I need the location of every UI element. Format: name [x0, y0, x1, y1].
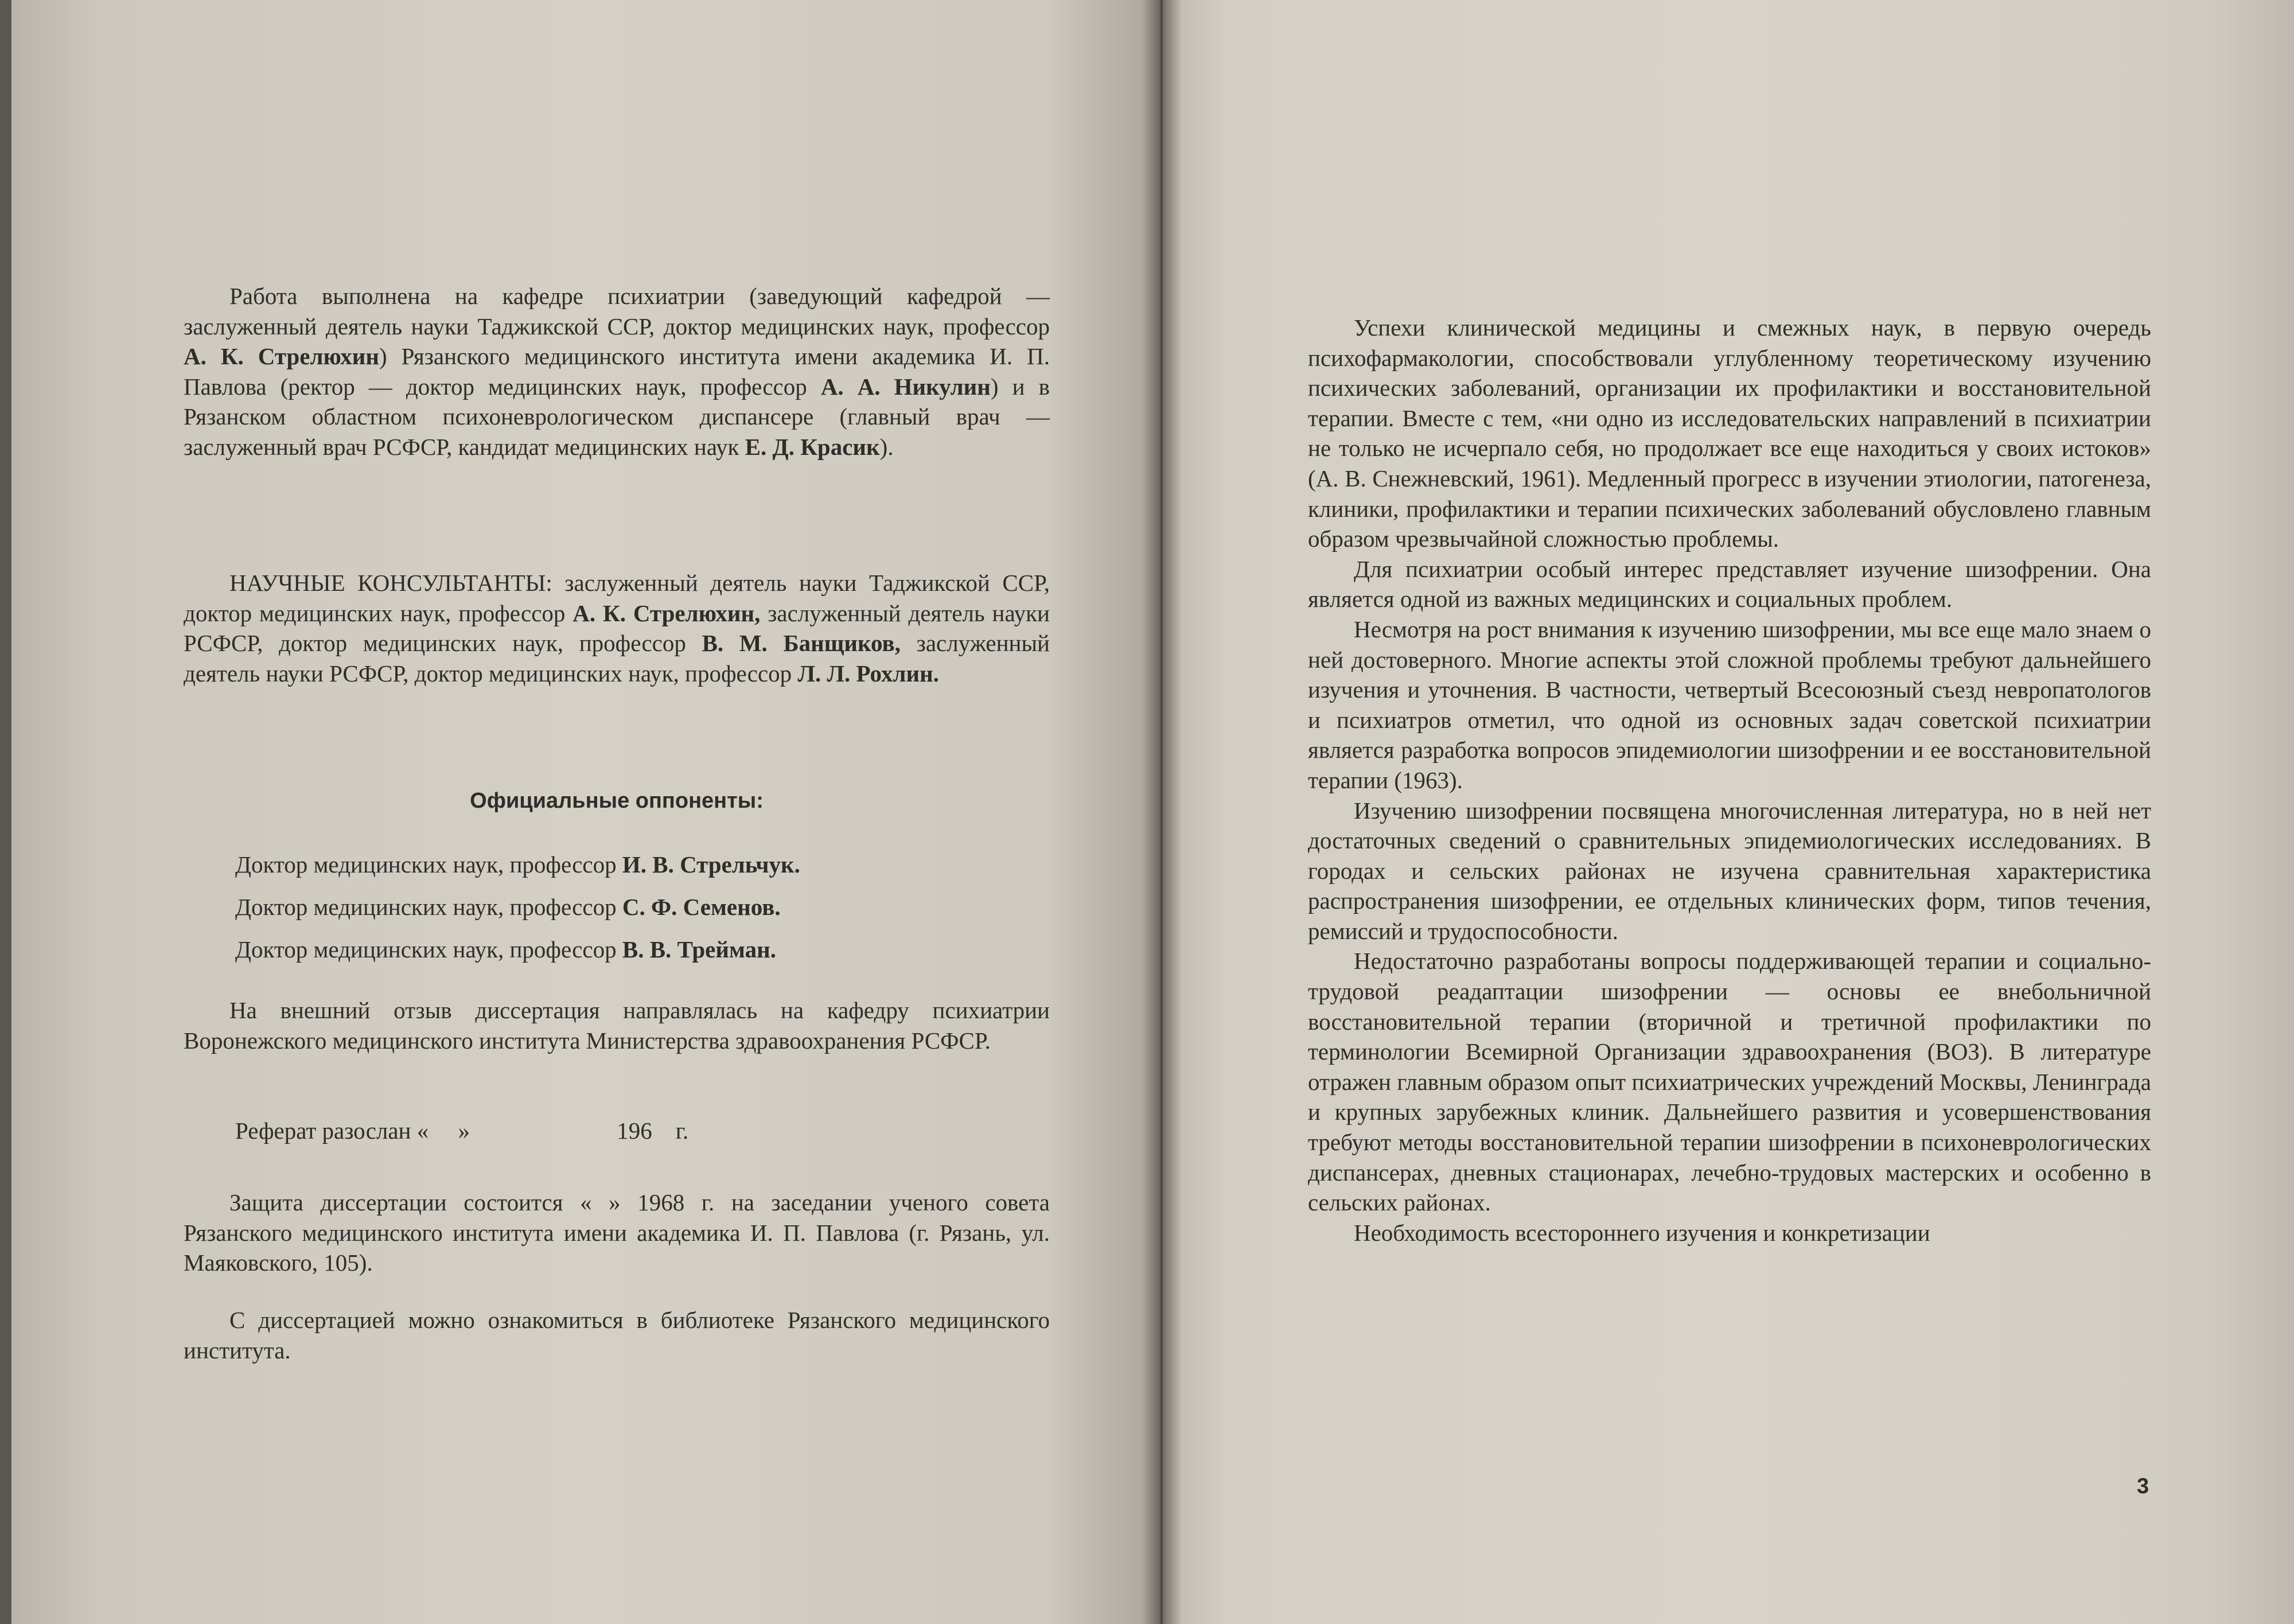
body-paragraph: Несмотря на рост внимания к изучению шизофрении, мы все еще мало знаем о ней достоверного. Многие аспекты этой сложной проблемы требуют дальнейшего изучения и уточнения. В частности, четвертый Всесоюзный съезд невропатологов и психиатров отметил, что одной из основных задач советской психиатрии является разработка вопросов эпидемиологии шизофрении и ее восстановительной терапии (1963).: [1308, 616, 2151, 793]
consultant-name: Л. Л. Рохлин.: [797, 660, 940, 687]
head-of-chair-name: А. К. Стрелюхин: [184, 343, 379, 370]
intro-text: ) и в Рязанском областном психоневрологическом диспансере (главный врач — заслуженный врач РСФСР, кандидат медицинских наук: [184, 373, 1050, 460]
opponent-name: И. В. Стрельчук.: [622, 851, 800, 878]
intro-text: ) Рязанского медицинского института имени академика И. П. Павлова (ректор — доктор медицинских наук, профессор: [184, 343, 1050, 400]
body-paragraph: Изучению шизофрении посвящена многочисленная литература, но в ней нет достаточных сведений о сравнительных эпидемиологических исследованиях. В городах и сельских районах не изучена сравнительная характеристика распространения шизофрении, ее отдельных клинических форм, типов течения, ремиссий и трудоспособности.: [1308, 797, 2151, 944]
consultants-text: заслуженный деятель науки РСФСР, доктор медицинских наук, профессор: [184, 630, 1050, 687]
consultant-name: В. М. Банщиков,: [702, 630, 901, 657]
rector-name: А. А. Никулин: [820, 373, 991, 400]
page-number: 3: [2137, 1474, 2149, 1498]
library-paragraph: [184, 1305, 1050, 1365]
defense-paragraph: [184, 1187, 1050, 1278]
body-paragraph: Для психиатрии особый интерес представляет изучение шизофрении. Она является одной из важных медицинских и социальных проблем.: [1308, 555, 2151, 613]
body-paragraph: Успехи клинической медицины и смежных наук, в первую очередь психофармакологии, способствовали углубленному теоретическому изучению психических заболеваний, организации их профилактики и восстановительной терапии. Вместе с тем, «ни одно из исследовательских направлений в психиатрии не только не исчерпало себя, но продолжает все еще находиться у своих истоков» (А. В. Снежневский, 1961). Медленный прогресс в изучении этиологии, патогенеза, клиники, профилактики и терапии психических заболеваний обусловлено главным образом чрезвычайной сложностью проблемы.: [1308, 314, 2151, 552]
abstract-sent-line: Реферат разослан « » 196 г.: [235, 1117, 689, 1144]
opponent-line: [184, 928, 1050, 971]
opponent-line: [184, 886, 1050, 928]
right-page-body: [1308, 313, 2151, 1248]
body-paragraph: Необходимость всестороннего изучения и конкретизации: [1354, 1219, 1930, 1246]
external-review-paragraph: [184, 995, 1050, 1056]
intro-text: Работа выполнена на кафедре психиатрии (заведующий кафедрой — заслуженный деятель науки Таджикской ССР, доктор медицинских наук, профессор: [184, 283, 1050, 340]
library-text: С диссертацией можно ознакомиться в библиотеке Рязанского медицинского института.: [184, 1307, 1050, 1364]
external-review-text: На внешний отзыв диссертация направлялась на кафедру психиатрии Воронежского медицинского института Министерства здравоохранения РСФСР.: [184, 997, 1050, 1054]
intro-text: ).: [879, 433, 894, 460]
opponent-title: Доктор медицинских наук, профессор: [235, 851, 622, 878]
book-gutter: [1142, 0, 1182, 1624]
opponents-list: [184, 843, 1050, 971]
opponents-heading: Официальные оппоненты:: [470, 789, 764, 813]
consultants-text: заслуженный деятель науки РСФСР, доктор медицинских наук, профессор: [184, 599, 1050, 657]
opponent-name: С. Ф. Семенов.: [622, 894, 781, 920]
opponent-title: Доктор медицинских наук, профессор: [235, 936, 622, 963]
consultant-name: А. К. Стрелюхин,: [572, 599, 761, 626]
intro-paragraph: [184, 281, 1050, 462]
defense-text: Защита диссертации состоится « » 1968 г. на заседании ученого совета Рязанского медицинского института имени академика И. П. Павлова (г. Рязань, ул. Маяковского, 105).: [184, 1189, 1050, 1276]
consultants-paragraph: [184, 568, 1050, 688]
consultants-text: НАУЧНЫЕ КОНСУЛЬТАНТЫ: заслуженный деятель науки Таджикской ССР, доктор медицинских наук, профессор: [184, 570, 1050, 626]
body-paragraph: Недостаточно разработаны вопросы поддерживающей терапии и социально-трудовой реадаптации шизофрении — основы ее внебольничной восстановительной терапии (вторичной и третичной профилактики по терминологии Всемирной Организации здравоохранения (ВОЗ). В литературе отражен главным образом опыт психиатрических учреждений Москвы, Ленинграда и крупных зарубежных клиник. Дальнейшего развития и усовершенствования требуют методы восстановительной терапии шизофрении в психоневрологических диспансерах, дневных стационарах, лечебно-трудовых мастерских и особенно в сельских районах.: [1308, 948, 2151, 1216]
opponent-line: [184, 843, 1050, 886]
opponent-name: В. В. Трейман.: [622, 936, 776, 963]
chief-doctor-name: Е. Д. Красик: [745, 433, 880, 460]
opponent-title: Доктор медицинских наук, профессор: [235, 894, 622, 920]
